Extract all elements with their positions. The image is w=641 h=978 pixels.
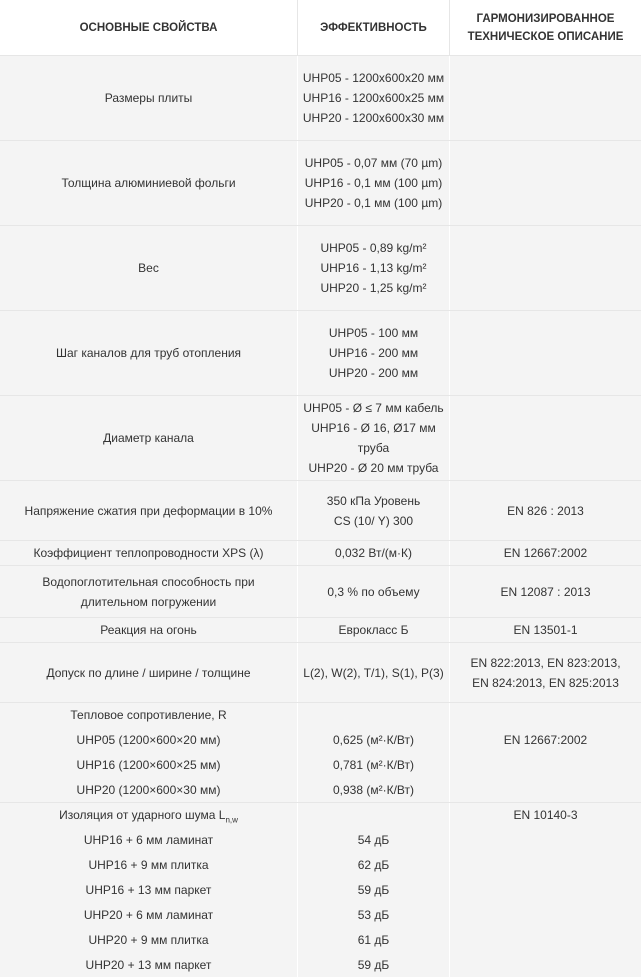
table-row-pitch bbox=[0, 311, 641, 396]
absorption-value-text: 0,3 % по объему bbox=[327, 584, 420, 599]
impact-name-2: UHP16 + 9 мм плитка bbox=[88, 858, 209, 872]
fire-value-text: Еврокласс Б bbox=[338, 623, 409, 637]
weight-property-text: Вес bbox=[138, 261, 159, 275]
channel-property bbox=[0, 396, 298, 480]
conductivity-property bbox=[0, 541, 298, 565]
resistance-value-2: 0,781 (м²·К/Вт) bbox=[332, 758, 415, 772]
impact-standard-stack bbox=[454, 803, 637, 828]
conductivity-standard bbox=[450, 541, 641, 565]
weight-value-2: UHP16 - 1,13 kg/m² bbox=[320, 261, 427, 275]
fire-property bbox=[0, 618, 298, 642]
header-col2-text: ЭФФЕКТИВНОСТЬ bbox=[320, 21, 427, 34]
compression-value-2: CS (10/ Y) 300 bbox=[333, 513, 414, 528]
header-col-properties bbox=[0, 0, 298, 55]
channel-values bbox=[298, 396, 450, 480]
absorption-property bbox=[0, 566, 298, 617]
absorption-property-line2: длительном погружении bbox=[80, 594, 217, 609]
compression-standard bbox=[450, 481, 641, 540]
absorption-value bbox=[298, 566, 450, 617]
resistance-values bbox=[298, 703, 450, 802]
foil-value-2: UHP16 - 0,1 мм (100 µm) bbox=[304, 176, 443, 190]
weight-property bbox=[0, 226, 298, 310]
compression-standard-text: EN 826 : 2013 bbox=[507, 503, 584, 518]
fire-standard-text: EN 13501-1 bbox=[513, 623, 578, 637]
table-row-resistance bbox=[0, 703, 641, 803]
tolerance-property bbox=[0, 643, 298, 702]
impact-property bbox=[0, 803, 298, 977]
conductivity-value-text: 0,032 Вт/(м·К) bbox=[334, 546, 413, 560]
weight-standard bbox=[450, 226, 641, 310]
table-row-channel bbox=[0, 396, 641, 481]
compression-property bbox=[0, 481, 298, 540]
table-row-foil bbox=[0, 141, 641, 226]
impact-title-text: Изоляция от ударного шума L bbox=[59, 808, 226, 822]
resistance-name-3: UHP20 (1200×600×30 мм) bbox=[76, 783, 221, 797]
header-col1-text: ОСНОВНЫЕ СВОЙСТВА bbox=[79, 21, 218, 34]
resistance-title: Тепловое сопротивление, R bbox=[70, 708, 227, 722]
resistance-value-stack bbox=[302, 703, 445, 803]
resistance-name-1: UHP05 (1200×600×20 мм) bbox=[76, 733, 221, 747]
absorption-standard-text: EN 12087 : 2013 bbox=[500, 584, 591, 599]
weight-value-3: UHP20 - 1,25 kg/m² bbox=[320, 281, 427, 295]
table-row-size bbox=[0, 56, 641, 141]
compression-values bbox=[298, 481, 450, 540]
tolerance-value-text: L(2), W(2), T/1), S(1), P(3) bbox=[303, 665, 444, 680]
fire-standard bbox=[450, 618, 641, 642]
impact-value-5: 61 дБ bbox=[357, 933, 390, 947]
impact-title bbox=[59, 803, 238, 828]
channel-value-2: UHP16 - Ø 16, Ø17 мм bbox=[311, 421, 436, 435]
impact-name-3: UHP16 + 13 мм паркет bbox=[85, 883, 212, 897]
pitch-standard bbox=[450, 311, 641, 395]
foil-property bbox=[0, 141, 298, 225]
fire-value bbox=[298, 618, 450, 642]
foil-values bbox=[298, 141, 450, 225]
resistance-value-1: 0,625 (м²·К/Вт) bbox=[332, 733, 415, 747]
size-value-3: UHP20 - 1200x600x30 мм bbox=[302, 111, 445, 125]
pitch-value-3: UHP20 - 200 мм bbox=[328, 366, 419, 380]
header-col-standard bbox=[450, 0, 641, 55]
size-values bbox=[298, 56, 450, 140]
channel-value-4: UHP20 - Ø 20 мм труба bbox=[308, 461, 439, 475]
resistance-standard-stack bbox=[454, 703, 637, 753]
compression-property-text: Напряжение сжатия при деформации в 10% bbox=[24, 503, 273, 518]
impact-standard bbox=[450, 803, 641, 977]
resistance-name-2: UHP16 (1200×600×25 мм) bbox=[76, 758, 221, 772]
tolerance-standard bbox=[450, 643, 641, 702]
impact-value-2: 62 дБ bbox=[357, 858, 390, 872]
table-header bbox=[0, 0, 641, 56]
channel-property-text: Диаметр канала bbox=[103, 431, 194, 445]
table-row-compression bbox=[0, 481, 641, 541]
resistance-standard bbox=[450, 703, 641, 802]
impact-values bbox=[298, 803, 450, 977]
fire-property-text: Реакция на огонь bbox=[100, 623, 197, 637]
impact-value-stack bbox=[302, 803, 445, 978]
absorption-property-line1: Водопоглотительная способность при bbox=[42, 574, 255, 589]
foil-property-text: Толщина алюминиевой фольги bbox=[61, 176, 236, 190]
size-property-text: Размеры плиты bbox=[104, 91, 193, 105]
tolerance-standard-line1: EN 822:2013, EN 823:2013, bbox=[470, 655, 621, 670]
pitch-property-text: Шаг каналов для труб отопления bbox=[55, 346, 242, 360]
impact-name-1: UHP16 + 6 мм ламинат bbox=[83, 833, 214, 847]
compression-value-1: 350 кПа Уровень bbox=[326, 493, 421, 508]
impact-standard-text: EN 10140-3 bbox=[513, 808, 578, 822]
pitch-value-2: UHP16 - 200 мм bbox=[328, 346, 419, 360]
size-property bbox=[0, 56, 298, 140]
conductivity-standard-text: EN 12667:2002 bbox=[503, 546, 588, 560]
table-row-absorption bbox=[0, 566, 641, 618]
header-col-efficiency bbox=[298, 0, 450, 55]
absorption-standard bbox=[450, 566, 641, 617]
conductivity-value bbox=[298, 541, 450, 565]
impact-value-1: 54 дБ bbox=[357, 833, 390, 847]
pitch-property bbox=[0, 311, 298, 395]
table-row-conductivity bbox=[0, 541, 641, 566]
table-row-impact bbox=[0, 803, 641, 977]
foil-value-1: UHP05 - 0,07 мм (70 µm) bbox=[304, 156, 443, 170]
header-col3-line1: ГАРМОНИЗИРОВАННОЕ bbox=[476, 12, 615, 25]
table-row-tolerance bbox=[0, 643, 641, 703]
table-row-fire bbox=[0, 618, 641, 643]
foil-standard bbox=[450, 141, 641, 225]
header-col3-line2: ТЕХНИЧЕСКОЕ ОПИСАНИЕ bbox=[467, 30, 624, 43]
channel-value-3: труба bbox=[357, 441, 390, 455]
tolerance-property-text: Допуск по длине / ширине / толщине bbox=[46, 665, 251, 680]
weight-value-1: UHP05 - 0,89 kg/m² bbox=[320, 241, 427, 255]
weight-values bbox=[298, 226, 450, 310]
channel-value-1: UHP05 - Ø ≤ 7 мм кабель bbox=[303, 401, 444, 415]
impact-value-6: 59 дБ bbox=[357, 958, 390, 972]
pitch-value-1: UHP05 - 100 мм bbox=[328, 326, 419, 340]
channel-standard bbox=[450, 396, 641, 480]
size-value-1: UHP05 - 1200x600x20 мм bbox=[302, 71, 445, 85]
resistance-names bbox=[4, 703, 293, 803]
impact-value-3: 59 дБ bbox=[357, 883, 390, 897]
impact-name-6: UHP20 + 13 мм паркет bbox=[85, 958, 212, 972]
size-value-2: UHP16 - 1200x600x25 мм bbox=[302, 91, 445, 105]
resistance-value-3: 0,938 (м²·К/Вт) bbox=[332, 783, 415, 797]
impact-name-4: UHP20 + 6 мм ламинат bbox=[83, 908, 214, 922]
impact-value-4: 53 дБ bbox=[357, 908, 390, 922]
size-standard bbox=[450, 56, 641, 140]
tolerance-standard-line2: EN 824:2013, EN 825:2013 bbox=[472, 675, 619, 690]
impact-name-5: UHP20 + 9 мм плитка bbox=[88, 933, 209, 947]
table-row-weight bbox=[0, 226, 641, 311]
impact-title-sub: n,w bbox=[225, 815, 238, 825]
conductivity-property-text: Коэффициент теплопроводности XPS (λ) bbox=[33, 546, 264, 560]
pitch-values bbox=[298, 311, 450, 395]
foil-value-3: UHP20 - 0,1 мм (100 µm) bbox=[304, 196, 443, 210]
impact-names bbox=[4, 803, 293, 978]
resistance-property bbox=[0, 703, 298, 802]
tolerance-value bbox=[298, 643, 450, 702]
resistance-standard-text: EN 12667:2002 bbox=[503, 733, 588, 747]
